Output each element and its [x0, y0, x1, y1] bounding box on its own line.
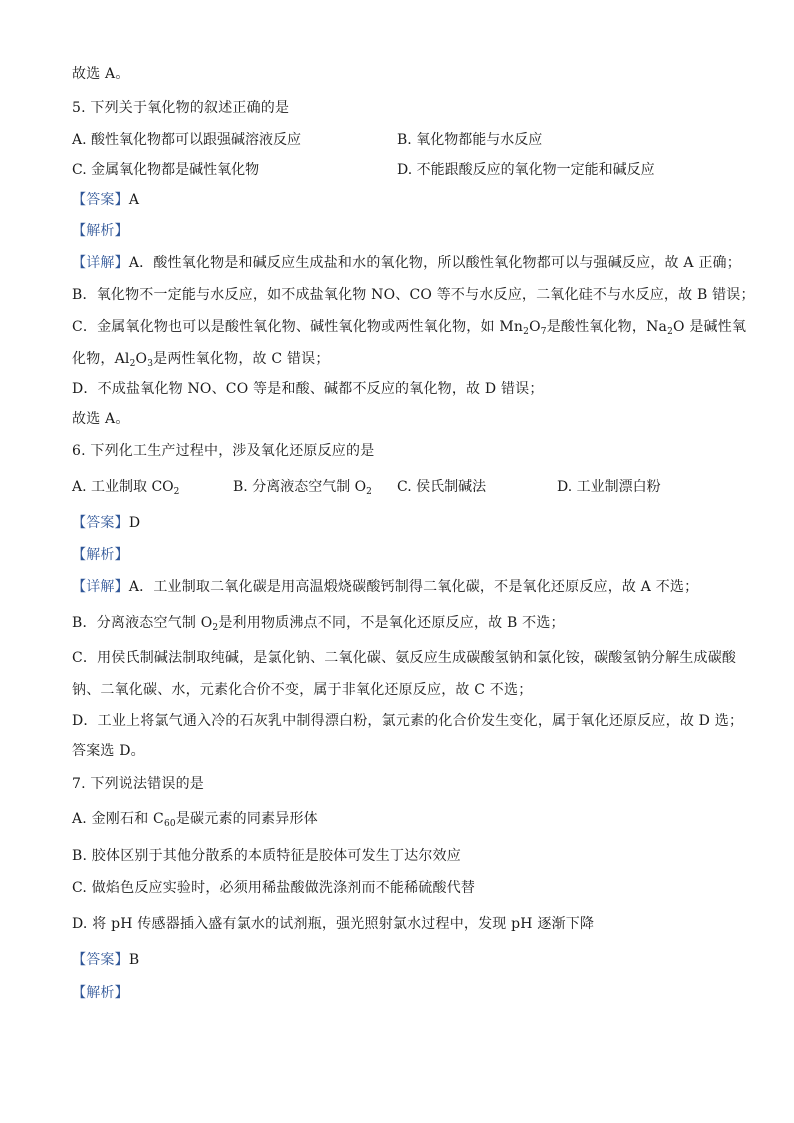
text: 是碳元素的同素异形体 [175, 811, 318, 827]
subscript: 2 [212, 623, 219, 633]
q6-conclusion: 答案选 D。 [72, 743, 145, 759]
q5-option-a: A. 酸性氧化物都可以跟强碱溶液反应 [72, 132, 302, 148]
q7-option-c: C. 做焰色反应实验时，必须用稀盐酸做洗涤剂而不能稀硫酸代替 [72, 880, 476, 896]
q7-analysis-heading: 【解析】 [72, 985, 129, 1001]
q5-answer [72, 190, 139, 210]
q6-option-b [233, 477, 372, 502]
q6-detail-a [72, 577, 698, 597]
question-7-stem: 7. 下列说法错误的是 [72, 776, 205, 792]
q5-option-c: C. 金属氧化物都是碱性氧化物 [72, 162, 260, 178]
text: O [135, 351, 148, 367]
text: A. 工业制取 CO [72, 479, 174, 495]
text: B. 分离液态空气制 O [233, 479, 367, 495]
q7-option-d: D. 将 pH 传感器插入盛有氯水的试剂瓶，强光照射氯水过程中，发现 pH 逐渐下降 [72, 916, 595, 932]
question-5-stem: 5. 下列关于氧化物的叙述正确的是 [72, 100, 290, 116]
q6-option-a [72, 477, 179, 502]
subscript: 60 [163, 819, 176, 829]
question-6-stem: 6. 下列化工生产过程中，涉及氧化还原反应的是 [72, 443, 375, 459]
detail-text: A．工业制取二氧化碳是用高温煅烧碳酸钙制得二氧化碳，不是氧化还原反应，故 A 不选； [128, 579, 699, 595]
q6-detail-d: D．工业上将氯气通入冷的石灰乳中制得漂白粉，氯元素的化合价发生变化，属于氧化还原反应，故 D 选； [72, 713, 744, 729]
text: O 是碱性氧 [673, 319, 747, 335]
q7-answer [72, 950, 139, 970]
q6-analysis-heading: 【解析】 [72, 547, 129, 563]
q5-detail-c-line1 [72, 317, 746, 342]
conclusion-line: 故选 A。 [72, 66, 130, 82]
subscript: 3 [147, 359, 154, 369]
q5-conclusion: 故选 A。 [72, 411, 130, 427]
text: 化物，Al [72, 351, 130, 367]
q5-detail-d: D．不成盐氧化物 NO、CO 等是和酸、碱都不反应的氧化物，故 D 错误； [72, 381, 544, 397]
detail-tag: 【详解】 [72, 579, 129, 595]
text: B．分离液态空气制 O [72, 615, 213, 631]
q6-detail-c-line2: 钠、二氧化碳、水，元素化合价不变，属于非氧化还原反应，故 C 不选； [72, 682, 533, 698]
q5-detail-c-line2 [72, 349, 330, 374]
q5-detail-b: B．氧化物不一定能与水反应，如不成盐氧化物 NO、CO 等不与水反应，二氧化硅不与水反应，故 B 错误； [72, 287, 755, 303]
q6-detail-c-line1: C．用侯氏制碱法制取纯碱，是氯化钠、二氧化碳、氨反应生成碳酸氢钠和氯化铵，碳酸氢钠分解生成碳酸 [72, 650, 737, 666]
q5-analysis-heading: 【解析】 [72, 223, 129, 239]
answer-tag: 【答案】 [72, 192, 129, 208]
subscript: 2 [129, 359, 136, 369]
text: O [529, 319, 541, 335]
text: C．金属氧化物也可以是酸性氧化物、碱性氧化物或两性氧化物，如 Mn [72, 319, 524, 335]
q6-option-c: C. 侯氏制碱法 [397, 479, 487, 495]
answer-tag: 【答案】 [72, 952, 129, 968]
subscript: 2 [667, 327, 674, 337]
subscript: 2 [366, 487, 372, 497]
detail-text: A．酸性氧化物是和碱反应生成盐和水的氧化物，所以酸性氧化物都可以与强碱反应，故 A 正确； [128, 255, 741, 271]
q6-detail-b [72, 613, 565, 638]
text: 是利用物质沸点不同，不是氧化还原反应，故 B 不选； [218, 615, 565, 631]
text: A. 金刚石和 C [72, 811, 164, 827]
subscript: 2 [173, 487, 180, 497]
detail-tag: 【详解】 [72, 255, 129, 271]
text: 是两性氧化物，故 C 错误； [153, 351, 330, 367]
q7-option-a [72, 809, 318, 834]
text: 是酸性氧化物，Na [546, 319, 668, 335]
subscript: 2 [523, 327, 530, 337]
q6-option-d: D. 工业制漂白粉 [557, 479, 661, 495]
answer-value: D [128, 515, 141, 531]
q7-option-b: B. 胶体区别于其他分散系的本质特征是胶体可发生丁达尔效应 [72, 848, 461, 864]
q6-answer [72, 513, 140, 533]
answer-value: B [128, 952, 140, 968]
answer-value: A [128, 192, 140, 208]
q5-option-d: D. 不能跟酸反应的氧化物一定能和碱反应 [397, 162, 655, 178]
answer-tag: 【答案】 [72, 515, 129, 531]
subscript: 7 [540, 327, 547, 337]
q5-option-b: B. 氧化物都能与水反应 [397, 132, 543, 148]
q5-detail-a [72, 253, 741, 273]
